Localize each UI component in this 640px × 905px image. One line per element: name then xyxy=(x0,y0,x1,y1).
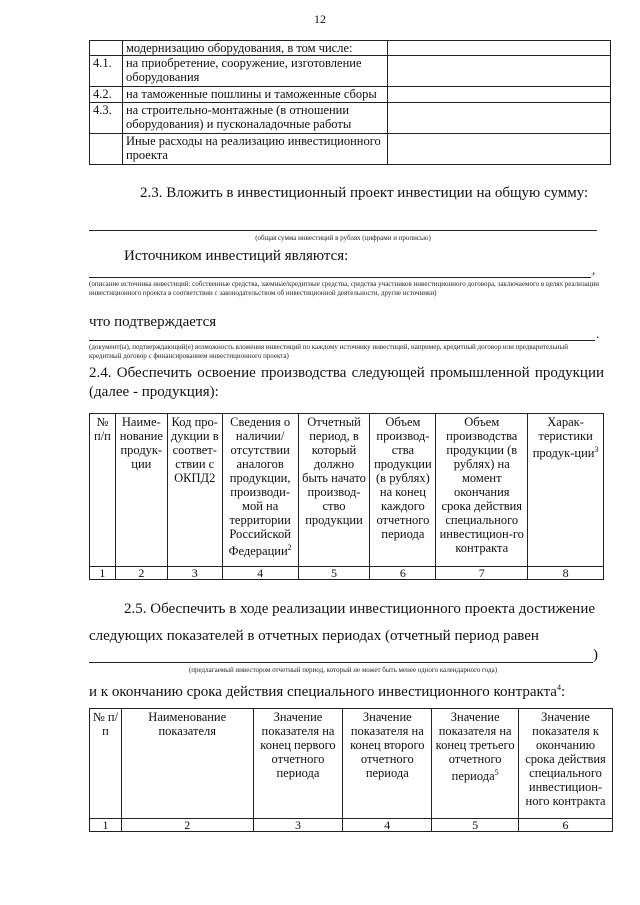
sources-label: Источником инвестиций являются: xyxy=(124,248,349,264)
period-note: (предлагаемый инвестором отчетный период, который не может быть менее одного календарного года) xyxy=(188,666,498,674)
column-header: № п/п xyxy=(90,414,116,567)
section-2-5-heading-line3: и к окончанию срока действия специального инвестиционного контракта$^4$: xyxy=(89,683,566,700)
expenses-table xyxy=(89,40,611,165)
amount-note: (общая сумма инвестиций в рублях (цифрами и прописью) xyxy=(255,234,431,242)
section-2-5-heading-line2: следующих показателей в отчетных периодах (отчетный период равен xyxy=(89,628,539,644)
column-header: Наиме-нование продук-ции xyxy=(115,414,167,567)
row-text: на строительно-монтажные (в отношении оборудования) и пусконаладочные работы xyxy=(122,103,387,134)
amount-line xyxy=(89,230,597,231)
table-row xyxy=(90,134,611,165)
column-header: Значение показателя на конец третьего отчетного периода$^5$ xyxy=(432,709,519,819)
column-header: Значение показателя на конец второго отчетного периода xyxy=(343,709,432,819)
section-2-4-heading: 2.4. Обеспечить освоение производства следующей промышленной продукции (далее - продукция): xyxy=(89,365,604,400)
page-number: 12 xyxy=(314,12,326,26)
table-row xyxy=(90,56,611,87)
column-numbers-row: 1 2 3 4 5 6 7 8 xyxy=(90,567,604,580)
table-header-row xyxy=(90,709,613,819)
column-numbers-row: 1 2 3 4 5 6 xyxy=(90,819,613,832)
column-header: № п/п xyxy=(90,709,122,819)
table-row xyxy=(90,41,611,56)
table-row xyxy=(90,103,611,134)
row-text: на приобретение, сооружение, изготовление оборудования xyxy=(122,56,387,87)
column-header: Значение показателя на конец первого отчетного периода xyxy=(253,709,343,819)
sources-line xyxy=(89,277,591,278)
column-header: Харак-теристики продук-ции$^3$ xyxy=(528,414,604,567)
table-header-row xyxy=(90,414,604,567)
sources-note: (описание источника инвестиций: собственные средства, заемные/кредитные средства, средства участников инвестиционного договора, заключаемого в целях реализации инвестиционного проекта в соответствии с законодательством об инвестиционной деятельности, другие источники) xyxy=(89,280,599,297)
confirm-note: (документ(ы), подтверждающий(е) возможность вложения инвестиций по каждому источнику инвестиций, например, кредитный договор или предварительный кредитный договор с финансированием инвестиционного проекта) xyxy=(89,343,568,360)
column-header: Сведения о наличии/ отсутствии аналогов продукции, производи-мой на территории Российской Федерации$^2$ xyxy=(222,414,298,567)
column-header: Отчетный период, в который должно быть начато производ-ство продукции xyxy=(298,414,370,567)
section-2-3-heading: 2.3. Вложить в инвестиционный проект инвестиции на общую сумму: xyxy=(140,185,589,201)
row-number: 4.1. xyxy=(90,56,123,87)
indicators-table xyxy=(89,708,613,832)
column-header: Объем производства продукции (в рублях) на момент окончания срока действия специального инвестицион-го контракта xyxy=(436,414,528,567)
confirm-line xyxy=(89,340,595,341)
row-number xyxy=(90,134,123,165)
row-number: 4.3. xyxy=(90,103,123,134)
column-header: Код про-дукции в соответ-ствии с ОКПД2 xyxy=(167,414,222,567)
column-header: Значение показателя к окончанию срока действия специального инвестицион-ного контракта xyxy=(519,709,613,819)
row-number xyxy=(90,41,123,56)
row-text: Иные расходы на реализацию инвестиционного проекта xyxy=(122,134,387,165)
column-header: Объем производ-ства продукции (в рублях) на конец каждого отчетного периода xyxy=(370,414,436,567)
section-2-5-heading: 2.5. Обеспечить в ходе реализации инвестиционного проекта достижение xyxy=(124,601,596,617)
products-table xyxy=(89,413,604,580)
row-number: 4.2. xyxy=(90,87,123,103)
row-text: модернизацию оборудования, в том числе: xyxy=(122,41,387,56)
table-row xyxy=(90,87,611,103)
period-line xyxy=(89,662,593,663)
row-text: на таможенные пошлины и таможенные сборы xyxy=(122,87,387,103)
confirm-label: что подтверждается xyxy=(89,314,217,330)
column-header: Наименование показателя xyxy=(121,709,253,819)
